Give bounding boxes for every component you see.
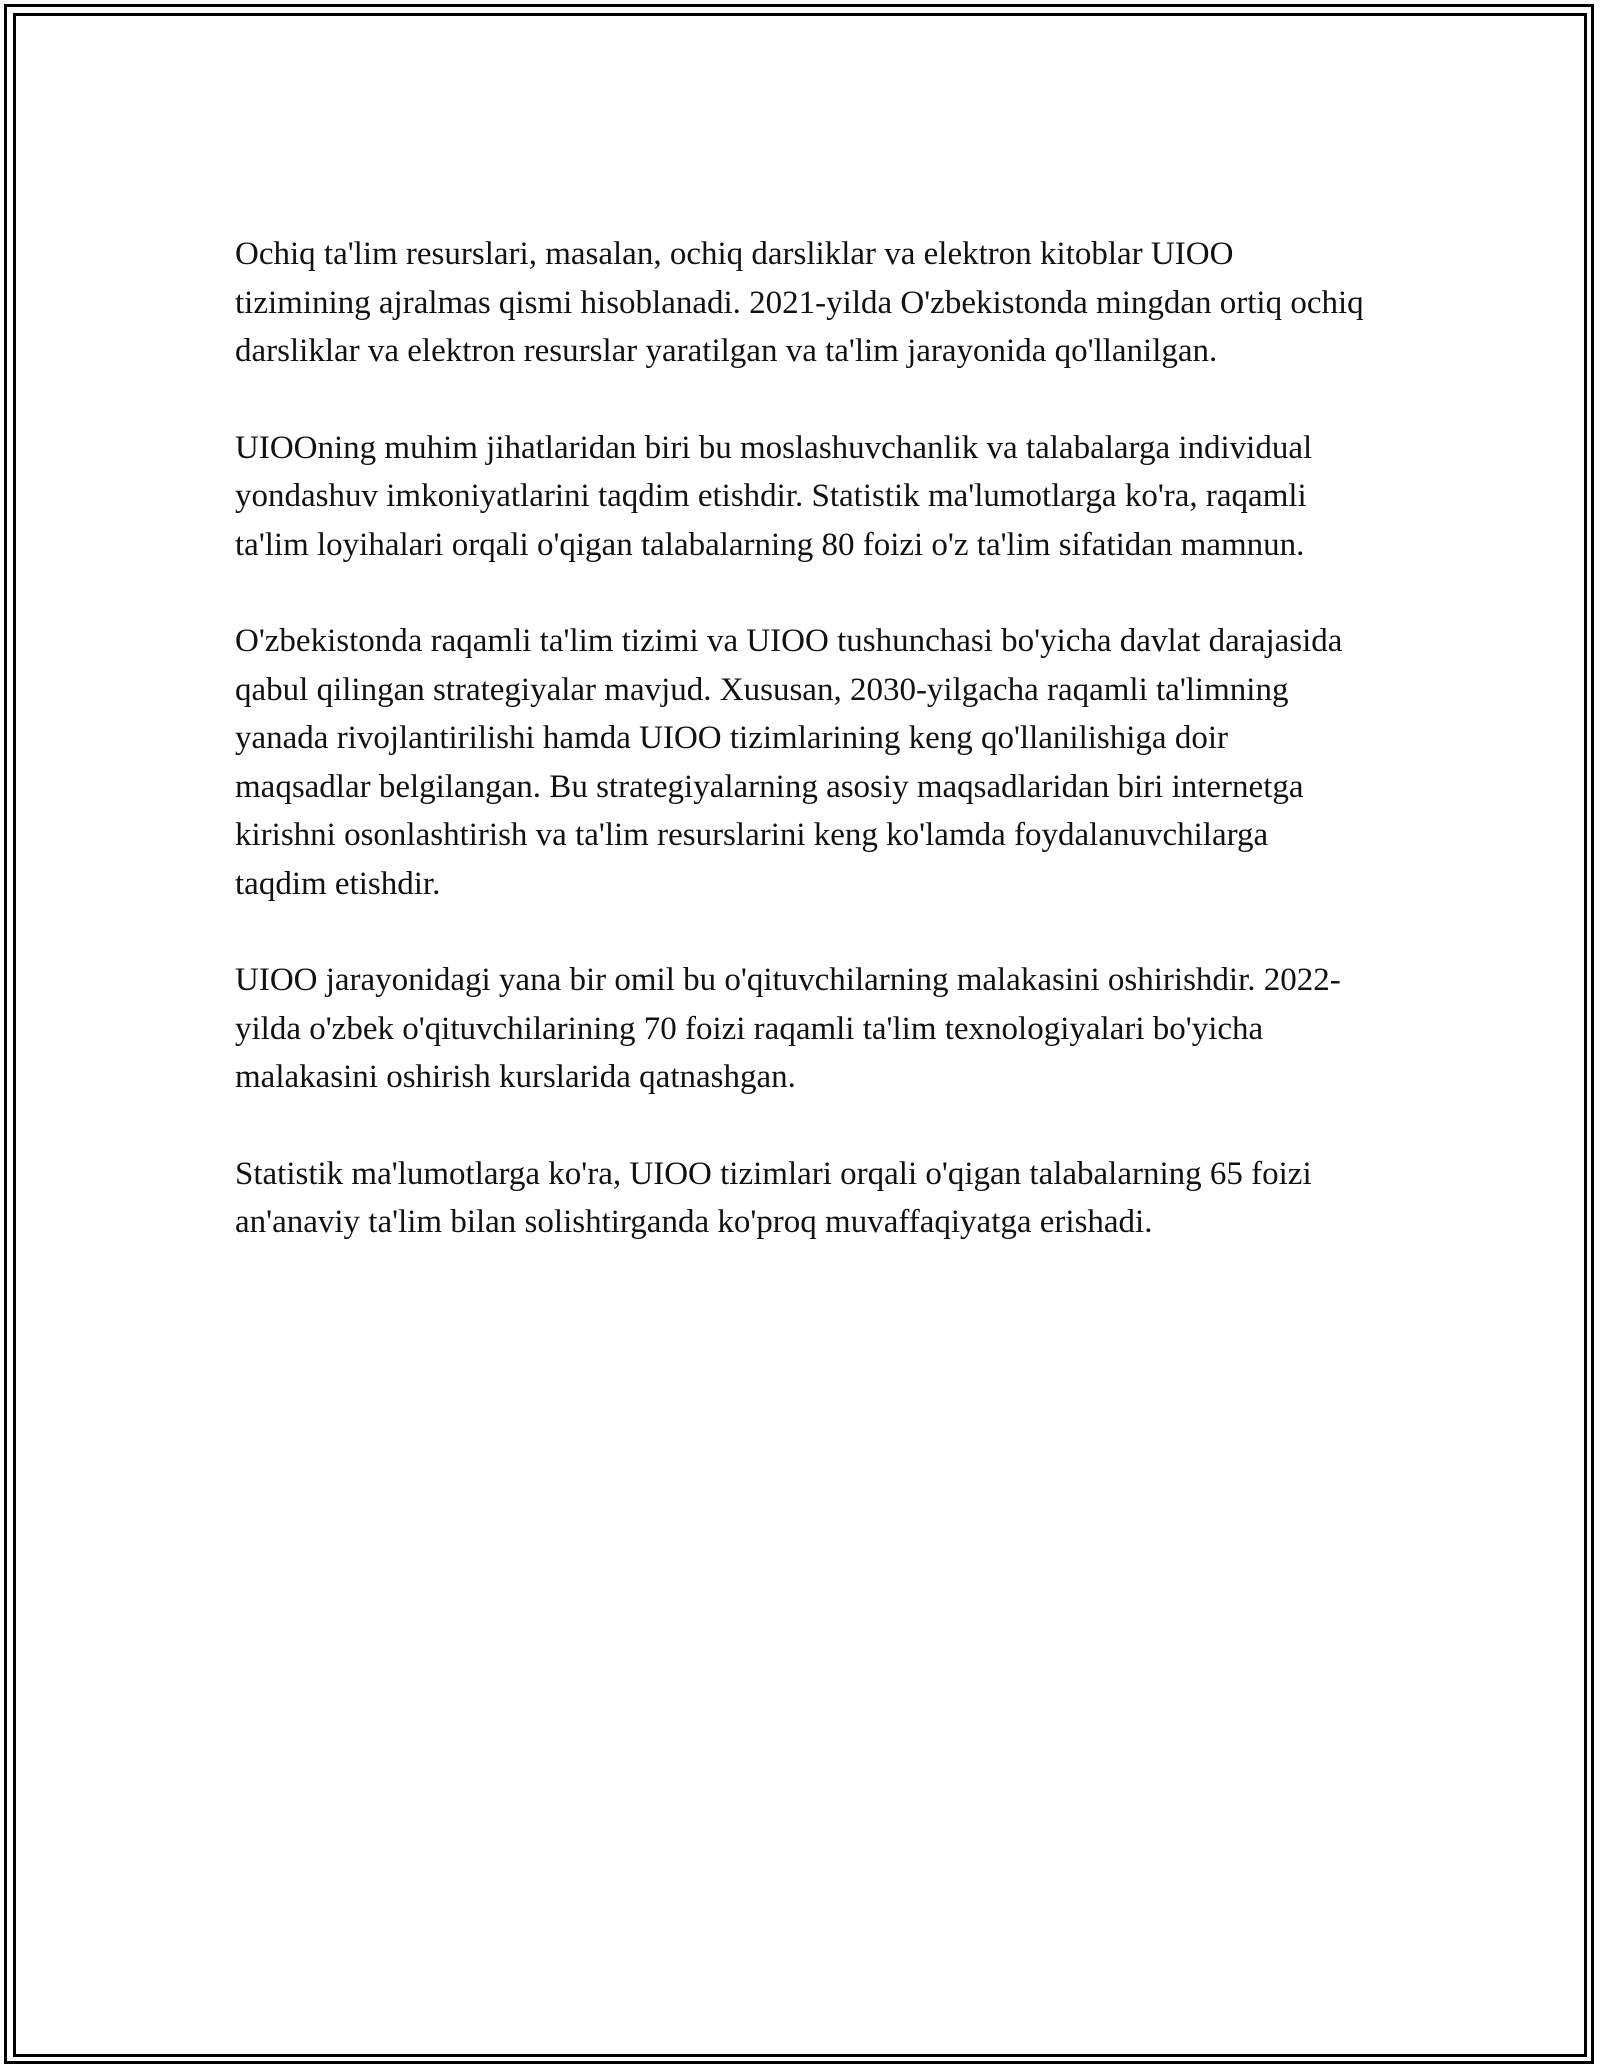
paragraph-teacher-training: UIOO jarayonidagi yana bir omil bu o'qituvchilarning malakasini oshirishdir. 2022-yilda o'zbek o'qituvchilarining 70 foizi raqamli ta'lim texnologiyalari bo'yicha malakasini oshirish kurslarida qatnashgan. (235, 962, 1341, 1095)
document-body (235, 230, 1365, 1295)
paragraph-state-strategy: O'zbekistonda raqamli ta'lim tizimi va UIOO tushunchasi bo'yicha davlat darajasida qabul qilingan strategiyalar mavjud. Xususan, 2030-yilgacha raqamli ta'limning yanada rivojlantirilishi hamda UIOO tizimlarining keng qo'llanilishiga doir maqsadlar belgilangan. Bu strategiyalarning asosiy maqsadlaridan biri internetga kirishni osonlashtirish va ta'lim resurslarini keng ko'lamda foydalanuvchilarga taqdim etishdir. (235, 623, 1343, 902)
paragraph-success-statistics: Statistik ma'lumotlarga ko'ra, UIOO tizimlari orqali o'qigan talabalarning 65 foizi an'anaviy ta'lim bilan solishtirganda ko'proq muvaffaqiyatga erishadi. (235, 1155, 1312, 1240)
paragraph-flexibility: UIOOning muhim jihatlaridan biri bu moslashuvchanlik va talabalarga individual yondashuv imkoniyatlarini taqdim etishdir. Statistik ma'lumotlarga ko'ra, raqamli ta'lim loyihalari orqali o'qigan talabalarning 80 foizi o'z ta'lim sifatidan mamnun. (235, 429, 1313, 563)
paragraph-open-resources: Ochiq ta'lim resurslari, masalan, ochiq darsliklar va elektron kitoblar UIOO tizimining ajralmas qismi hisoblanadi. 2021-yilda O'zbekistonda mingdan ortiq ochiq darsliklar va elektron resurslar yaratilgan va ta'lim jarayonida qo'llanilgan. (235, 236, 1364, 369)
